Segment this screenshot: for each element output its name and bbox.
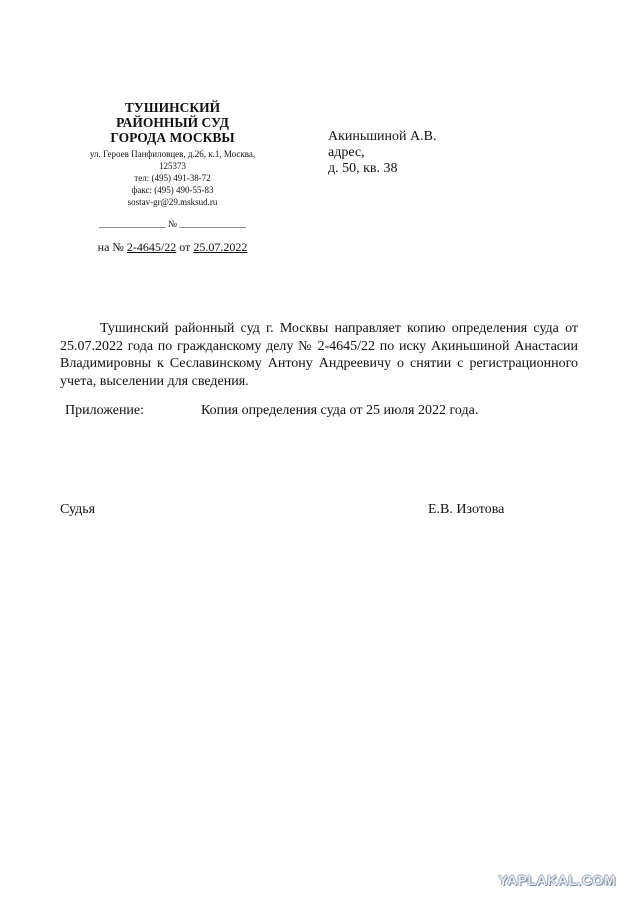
- recipient-name: Акиньшиной А.В.: [328, 129, 437, 144]
- signature-name: Е.В. Изотова: [428, 502, 505, 517]
- court-header: [75, 100, 270, 255]
- court-fax: факс: (495) 490-55-83: [131, 185, 214, 195]
- case-ref-mid: от: [179, 240, 191, 254]
- letter-body-paragraph: Тушинский районный суд г. Москвы направляет копию определения суда от 25.07.2022 года по гражданскому делу № 2-4645/22 по иску Акиньшиной Анастасии Владимировны к Сеславинскому Антону Андреевичу о снятии с регистрационного учета, выселении для сведения.: [60, 321, 578, 389]
- attachment-value: Копия определения суда от 25 июля 2022 года.: [201, 403, 479, 418]
- attachment-label: Приложение:: [65, 403, 145, 418]
- court-phone: тел: (495) 491-38-72: [134, 173, 211, 183]
- court-contacts: [75, 148, 270, 208]
- court-email: sostav-gr@29.msksud.ru: [127, 197, 218, 207]
- court-address-line1: ул. Героев Панфиловцев, д.26, к.1, Москва,: [89, 149, 256, 159]
- case-ref-number: 2-4645/22: [126, 240, 177, 254]
- signature-title: Судья: [60, 502, 96, 517]
- recipient-address-detail: д. 50, кв. 38: [328, 161, 398, 176]
- court-name-line2: РАЙОННЫЙ СУД: [116, 115, 229, 130]
- case-reference: [75, 240, 270, 255]
- court-address-line2: 125373: [159, 161, 186, 171]
- case-ref-prefix: на №: [97, 240, 124, 254]
- court-name-line1: ТУШИНСКИЙ: [124, 100, 221, 115]
- recipient-address-label: адрес,: [328, 145, 365, 160]
- recipient-block: [328, 129, 528, 177]
- site-watermark: YAPLAKAL.COM: [498, 872, 616, 888]
- registration-number-blank: ______________ № ______________: [99, 220, 246, 230]
- case-ref-date: 25.07.2022: [193, 240, 248, 254]
- court-name-line3: ГОРОДА МОСКВЫ: [110, 130, 235, 145]
- court-name: [75, 100, 270, 145]
